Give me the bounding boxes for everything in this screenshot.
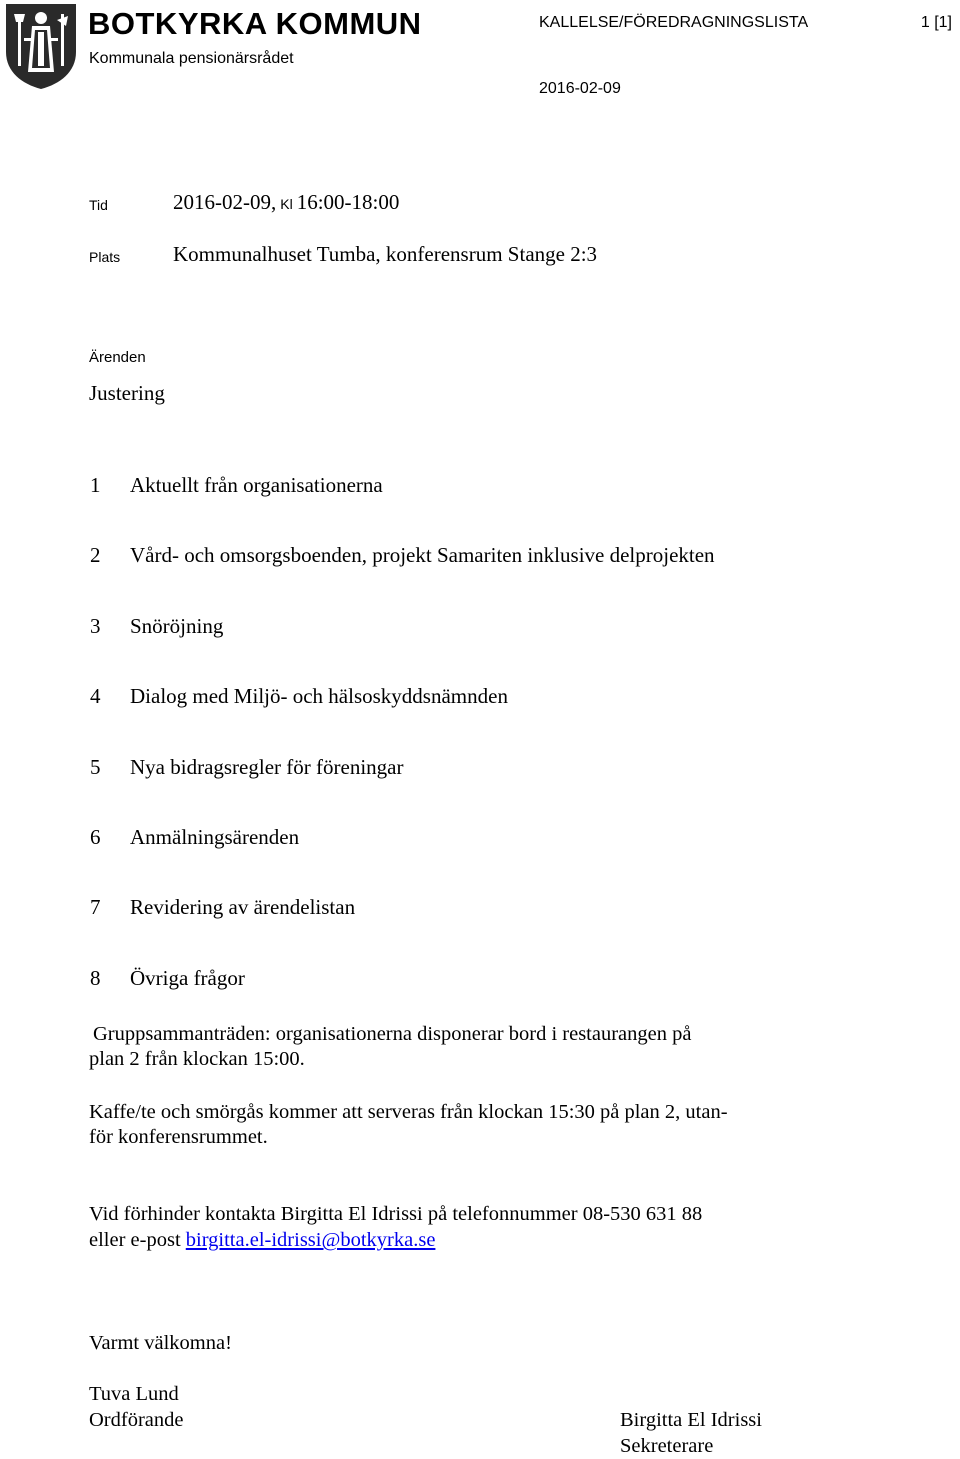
place-value: Kommunalhuset Tumba, konferensrum Stange 2:3 <box>173 242 598 266</box>
agenda-item-text: Övriga frågor <box>130 966 245 990</box>
chair-title: Ordförande <box>89 1409 184 1431</box>
time-kl: Kl <box>280 196 293 212</box>
time-label: Tid <box>89 197 108 213</box>
adjustment-item: Justering <box>89 381 165 405</box>
agenda-item-text: Nya bidragsregler för föreningar <box>130 755 404 779</box>
secretary-name: Birgitta El Idrissi <box>620 1409 762 1431</box>
group-meetings-line-2: plan 2 från klockan 15:00. <box>89 1048 305 1070</box>
agenda-item-number: 7 <box>90 895 101 919</box>
welcome-text: Varmt välkomna! <box>89 1332 232 1354</box>
coffee-line-1: Kaffe/te och smörgås kommer att serveras från klockan 15:30 på plan 2, utan- <box>89 1101 728 1123</box>
agenda-item-number: 8 <box>90 966 101 990</box>
agenda-item-number: 5 <box>90 755 101 779</box>
agenda-item-number: 3 <box>90 614 101 638</box>
contact-line-2 <box>89 1228 849 1253</box>
agenda-item-text: Aktuellt från organisationerna <box>130 473 383 497</box>
place-label: Plats <box>89 249 121 265</box>
time-hours: 16:00-18:00 <box>296 190 400 214</box>
agenda-item-number: 4 <box>90 684 101 708</box>
coffee-line-2: för konferensrummet. <box>89 1126 268 1148</box>
group-meetings-line-1: Gruppsammanträden: organisationerna disponerar bord i restaurangen på <box>93 1023 692 1045</box>
municipality-name: BOTKYRKA KOMMUN <box>88 6 422 41</box>
agenda-item-text: Vård- och omsorgsboenden, projekt Samariten inklusive delprojekten <box>130 543 715 567</box>
agenda-item-number: 1 <box>90 473 101 497</box>
email-link[interactable]: birgitta.el-idrissi@botkyrka.se <box>185 1229 436 1251</box>
coat-of-arms-icon <box>4 2 78 90</box>
chair-name: Tuva Lund <box>89 1383 179 1405</box>
contact-line-1: Vid förhinder kontakta Birgitta El Idrissi på telefonnummer 08-530 631 88 <box>89 1203 703 1225</box>
document-date: 2016-02-09 <box>539 80 621 97</box>
time-date: 2016-02-09, <box>173 190 277 214</box>
document-type: KALLELSE/FÖREDRAGNINGSLISTA <box>539 14 809 31</box>
secretary-title: Sekreterare <box>620 1435 714 1457</box>
agenda-item-text: Dialog med Miljö- och hälsoskyddsnämnden <box>130 684 508 708</box>
page-number: 1 [1] <box>920 14 952 31</box>
contact-prefix: eller e-post <box>89 1229 181 1251</box>
time-value <box>173 190 399 215</box>
agenda-item-number: 6 <box>90 825 101 849</box>
organization-name: Kommunala pensionärsrådet <box>89 50 294 67</box>
agenda-item-text: Snöröjning <box>130 614 224 638</box>
agenda-item-text: Revidering av ärendelistan <box>130 895 356 919</box>
agenda-item-text: Anmälningsärenden <box>130 825 300 849</box>
agenda-item-number: 2 <box>90 543 101 567</box>
agenda-heading: Ärenden <box>89 349 146 366</box>
